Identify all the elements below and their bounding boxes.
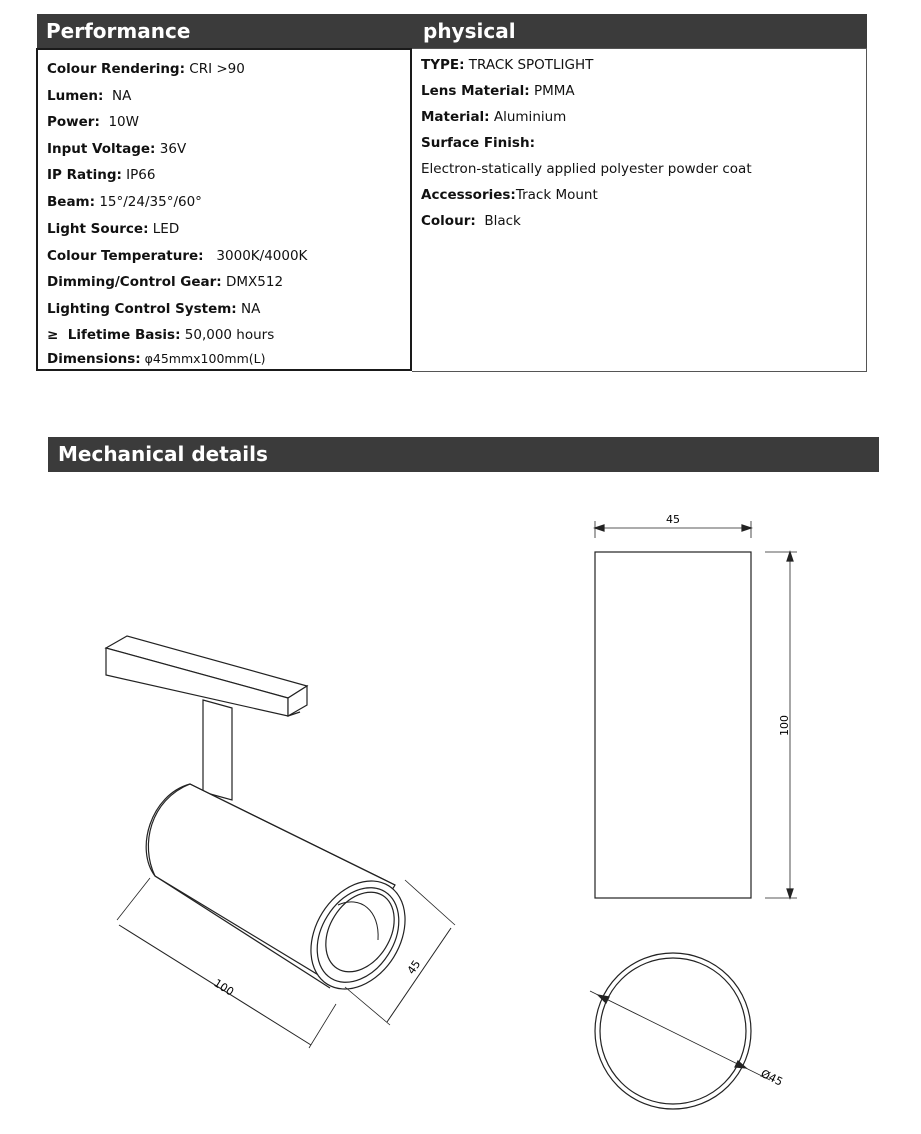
iso-diameter-label: 45 [404, 957, 424, 977]
spec-row-lighting-control: Lighting Control System: NA [47, 301, 261, 317]
spec-row-ip-rating: IP Rating: IP66 [47, 167, 156, 183]
front-diameter-label: Ø45 [758, 1067, 785, 1089]
spec-row-type: TYPE: TRACK SPOTLIGHT [421, 57, 594, 73]
side-height-label: 100 [778, 715, 791, 736]
spec-row-beam: Beam: 15°/24/35°/60° [47, 194, 202, 210]
spec-row-colour-temperature: Colour Temperature: 3000K/4000K [47, 248, 308, 264]
spec-row-material: Material: Aluminium [421, 109, 567, 125]
spec-row-lens-material: Lens Material: PMMA [421, 83, 575, 99]
spec-row-surface-finish: Surface Finish: [421, 135, 535, 151]
spec-row-colour: Colour: Black [421, 213, 521, 229]
spec-row-dimming: Dimming/Control Gear: DMX512 [47, 274, 284, 290]
side-view-drawing [595, 521, 797, 898]
spec-row-power: Power: 10W [47, 114, 139, 130]
side-width-label: 45 [666, 513, 680, 526]
spec-row-dimensions: Dimensions: φ45mmx100mm(L) [47, 351, 266, 367]
spec-row-input-voltage: Input Voltage: 36V [47, 141, 187, 157]
spec-row-lumen: Lumen: NA [47, 88, 132, 104]
physical-title: physical [423, 19, 516, 43]
spec-row-light-source: Light Source: LED [47, 221, 180, 237]
isometric-drawing [106, 636, 455, 1048]
iso-length-label: 100 [211, 976, 237, 999]
performance-title: Performance [46, 19, 191, 43]
spec-row-lifetime: ≥ Lifetime Basis: 50,000 hours [47, 327, 275, 343]
front-view-drawing [590, 953, 770, 1109]
spec-row-accessories: Accessories:Track Mount [421, 187, 598, 203]
mechanical-title: Mechanical details [58, 442, 268, 466]
spec-row-colour-rendering: Colour Rendering: CRI >90 [47, 61, 245, 77]
spec-row-surface-finish-value: Electron-statically applied polyester powder coat [421, 161, 752, 177]
